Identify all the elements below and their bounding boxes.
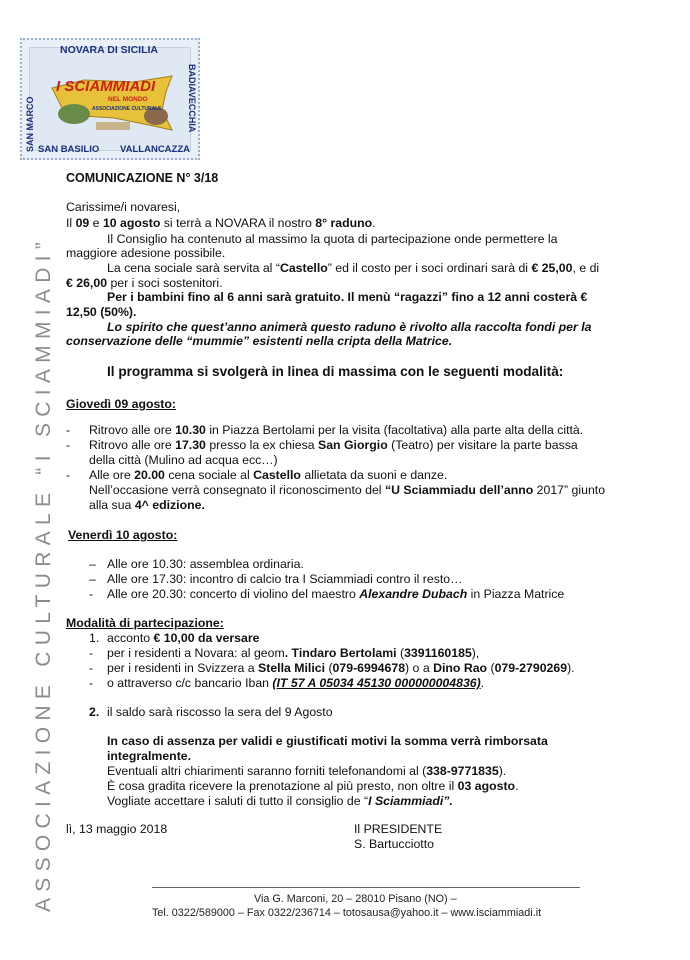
giovedi-title: Giovedì 09 agosto: bbox=[66, 397, 177, 411]
modalita-acconto: acconto € 10,00 da versare bbox=[107, 631, 260, 645]
giovedi-item-2-text: Ritrovo alle ore 17.30 presso la ex chiesa San Giorgio (Teatro) per visitare la parte bassa bbox=[89, 438, 578, 452]
logo-top-text: NOVARA DI SICILIA bbox=[60, 44, 159, 56]
closing-refund-line1: In caso di assenza per validi e giustificati motivi la somma verrà rimborsata bbox=[107, 734, 548, 748]
footer-divider bbox=[152, 887, 580, 888]
modalita-dash-2: - bbox=[89, 661, 94, 675]
programma-heading: Il programma si svolgerà in linea di massima con le seguenti modalità: bbox=[107, 364, 564, 379]
modalita-title: Modalità di partecipazione: bbox=[66, 616, 224, 630]
giovedi-item-2-line2: della città (Mulino ad acqua ecc…) bbox=[89, 453, 278, 467]
intro-p4-line1: Per i bambini fino al 6 anni sarà gratuito. Il menù “ragazzi” fino a 12 anni costerà € bbox=[107, 290, 588, 304]
intro-p4-line2: 12,50 (50%). bbox=[66, 305, 137, 319]
closing-greetings: Vogliate accettare i saluti di tutto il consiglio de “I Sciammiadi”. bbox=[107, 794, 453, 808]
logo-right-text: BADIAVECCHIA bbox=[187, 64, 197, 133]
intro-p2-line2: maggiore adesione possibile. bbox=[66, 246, 226, 260]
giovedi-item-2: - bbox=[66, 438, 71, 452]
modalita-number-1: 1. bbox=[89, 631, 100, 645]
logo-bottom-right-text: VALLANCAZZA bbox=[120, 144, 191, 155]
intro-p2-line1: Il Consiglio ha contenuto al massimo la quota di partecipazione onde permettere la bbox=[107, 232, 558, 246]
intro-p1: Il 09 e 10 agosto si terrà a NOVARA il nostro 8° raduno. bbox=[66, 216, 376, 230]
giovedi-item-3-line3: alla sua 4^ edizione. bbox=[89, 498, 205, 512]
greeting: Carissime/i novaresi, bbox=[66, 200, 181, 214]
closing-refund-line2: integralmente. bbox=[107, 749, 192, 763]
signature-name: S. Bartucciotto bbox=[354, 837, 434, 851]
giovedi-item-3-text: Alle ore 20.00 cena sociale al Castello allietata da suoni e danze. bbox=[89, 468, 448, 482]
signature-role: Il PRESIDENTE bbox=[354, 822, 443, 836]
modalita-number-2: 2. bbox=[89, 705, 100, 719]
modalita-novara: per i residenti a Novara: al geom. Tindaro Bertolami (3391160185), bbox=[107, 646, 480, 660]
footer-address: Via G. Marconi, 20 – 28010 Pisano (NO) – bbox=[254, 893, 457, 905]
giovedi-item-3: - bbox=[66, 468, 71, 482]
modalita-svizzera: per i residenti in Svizzera a Stella Milici (079-6994678) o a Dino Rao (079-2790269). bbox=[107, 661, 575, 675]
logo-bottom-left-text: SAN BASILIO bbox=[38, 144, 100, 155]
logo-sub: NEL MONDO bbox=[108, 96, 148, 103]
modalita-saldo: il saldo sarà riscosso la sera del 9 Agosto bbox=[107, 705, 333, 719]
letter-date: lì, 13 maggio 2018 bbox=[66, 822, 168, 836]
logo-assoc: ASSOCIAZIONE CULTURALE bbox=[92, 106, 162, 112]
closing-booking: È cosa gradita ricevere la prenotazione al più presto, non oltre il 03 agosto. bbox=[107, 779, 519, 793]
intro-p3-line1: La cena sociale sarà servita al “Castello” ed il costo per i soci ordinari sarà di € 25,00, e di bbox=[107, 261, 600, 275]
logo-left-text: SAN MARCO bbox=[25, 96, 35, 152]
giovedi-item-3-line2: Nell’occasione verrà consegnato il riconoscimento del “U Sciammiadu dell’anno 2017” giunto bbox=[89, 483, 606, 497]
intro-p5-line2: conservazione delle “mummie” esistenti nella cripta della Matrice. bbox=[66, 334, 453, 348]
venerdi-bullet-2: – bbox=[89, 572, 96, 586]
modalita-dash-3: - bbox=[89, 676, 94, 690]
intro-p3-line2: € 26,00 per i soci sostenitori. bbox=[66, 276, 223, 290]
giovedi-item-1: - bbox=[66, 423, 71, 437]
venerdi-bullet-1: – bbox=[89, 557, 96, 571]
venerdi-bullet-3: - bbox=[89, 587, 94, 601]
logo-name: I SCIAMMIADI bbox=[56, 78, 156, 95]
footer-contacts: Tel. 0322/589000 – Fax 0322/236714 – totosausa@yahoo.it – www.isciammiadi.it bbox=[152, 907, 542, 919]
communication-number: COMUNICAZIONE N° 3/18 bbox=[66, 171, 219, 185]
association-logo bbox=[20, 38, 200, 160]
giovedi-item-1-text: Ritrovo alle ore 10.30 in Piazza Bertolami per la visita (facoltativa) alla parte alta della città. bbox=[89, 423, 584, 437]
modalita-dash-1: - bbox=[89, 646, 94, 660]
modalita-iban: o attraverso c/c bancario Iban (IT 57 A 05034 45130 000000004836). bbox=[107, 676, 485, 690]
venerdi-item-3: Alle ore 20.30: concerto di violino del maestro Alexandre Dubach in Piazza Matrice bbox=[107, 587, 565, 601]
intro-p5-line1: Lo spirito che quest’anno animerà questo raduno è rivolto alla raccolta fondi per la bbox=[107, 320, 592, 334]
venerdi-title: Venerdì 10 agosto: bbox=[68, 528, 178, 542]
side-vertical-text: ASSOCIAZIONE CULTURALE “I SCIAMMIADI” bbox=[32, 235, 55, 912]
closing-contacts: Eventuali altri chiarimenti saranno forniti telefonandomi al (338-9771835). bbox=[107, 764, 507, 778]
venerdi-item-1: Alle ore 10.30: assemblea ordinaria. bbox=[107, 557, 304, 571]
venerdi-item-2: Alle ore 17.30: incontro di calcio tra I Sciammiadi contro il resto… bbox=[107, 572, 463, 586]
